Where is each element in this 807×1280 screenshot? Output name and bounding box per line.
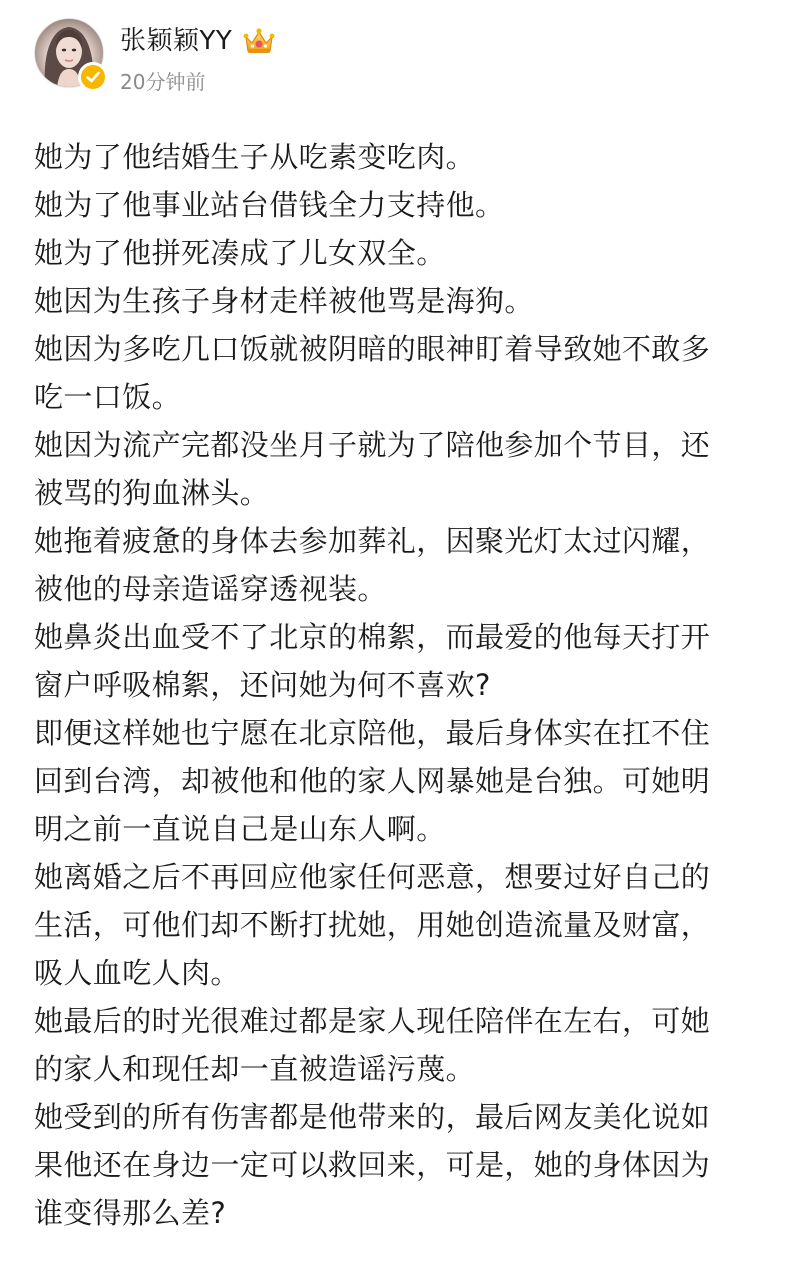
post-line: 生活，可他们却不断打扰她，用她创造流量及财富， <box>34 908 711 942</box>
post-line: 吸人血吃人肉。 <box>34 956 240 990</box>
post-line: 窗户呼吸棉絮，还问她为何不喜欢? <box>34 668 491 702</box>
post-line: 她为了他事业站台借钱全力支持他。 <box>34 188 505 222</box>
crown-icon[interactable] <box>242 26 276 56</box>
post-line: 她受到的所有伤害都是他带来的，最后网友美化说如 <box>34 1100 711 1134</box>
post-line: 她因为生孩子身材走样被他骂是海狗。 <box>34 284 534 318</box>
post-line: 被骂的狗血淋头。 <box>34 476 270 510</box>
post-line: 的家人和现任却一直被造谣污蔑。 <box>34 1052 476 1086</box>
post-line: 她为了他拼死凑成了儿女双全。 <box>34 236 446 270</box>
post-line: 她因为多吃几口饭就被阴暗的眼神盯着导致她不敢多 <box>34 332 711 366</box>
post-line: 即便这样她也宁愿在北京陪他，最后身体实在扛不住 <box>34 716 711 750</box>
post-body <box>34 133 784 1237</box>
post-timestamp: 20分钟前 <box>120 70 206 94</box>
post-line: 她拖着疲惫的身体去参加葬礼，因聚光灯太过闪耀， <box>34 524 711 558</box>
post-line: 吃一口饭。 <box>34 380 182 414</box>
verified-badge <box>78 62 108 92</box>
post-line: 她为了他结婚生子从吃素变吃肉。 <box>34 140 476 174</box>
post-header <box>34 18 774 98</box>
post-line: 被他的母亲造谣穿透视装。 <box>34 572 387 606</box>
verified-badge-icon <box>81 65 105 89</box>
user-name[interactable]: 张颖颖YY <box>120 26 233 56</box>
post-line: 回到台湾，却被他和他的家人网暴她是台独。可她明 <box>34 764 711 798</box>
post-line: 她因为流产完都没坐月子就为了陪他参加个节目，还 <box>34 428 711 462</box>
post-line: 她最后的时光很难过都是家人现任陪伴在左右，可她 <box>34 1004 711 1038</box>
name-row <box>120 24 276 58</box>
post-line: 果他还在身边一定可以救回来，可是，她的身体因为 <box>34 1148 711 1182</box>
post-line: 明之前一直说自己是山东人啊。 <box>34 812 446 846</box>
post-line: 她离婚之后不再回应他家任何恶意，想要过好自己的 <box>34 860 711 894</box>
post-line: 她鼻炎出血受不了北京的棉絮，而最爱的他每天打开 <box>34 620 711 654</box>
post-line: 谁变得那么差? <box>34 1196 227 1230</box>
